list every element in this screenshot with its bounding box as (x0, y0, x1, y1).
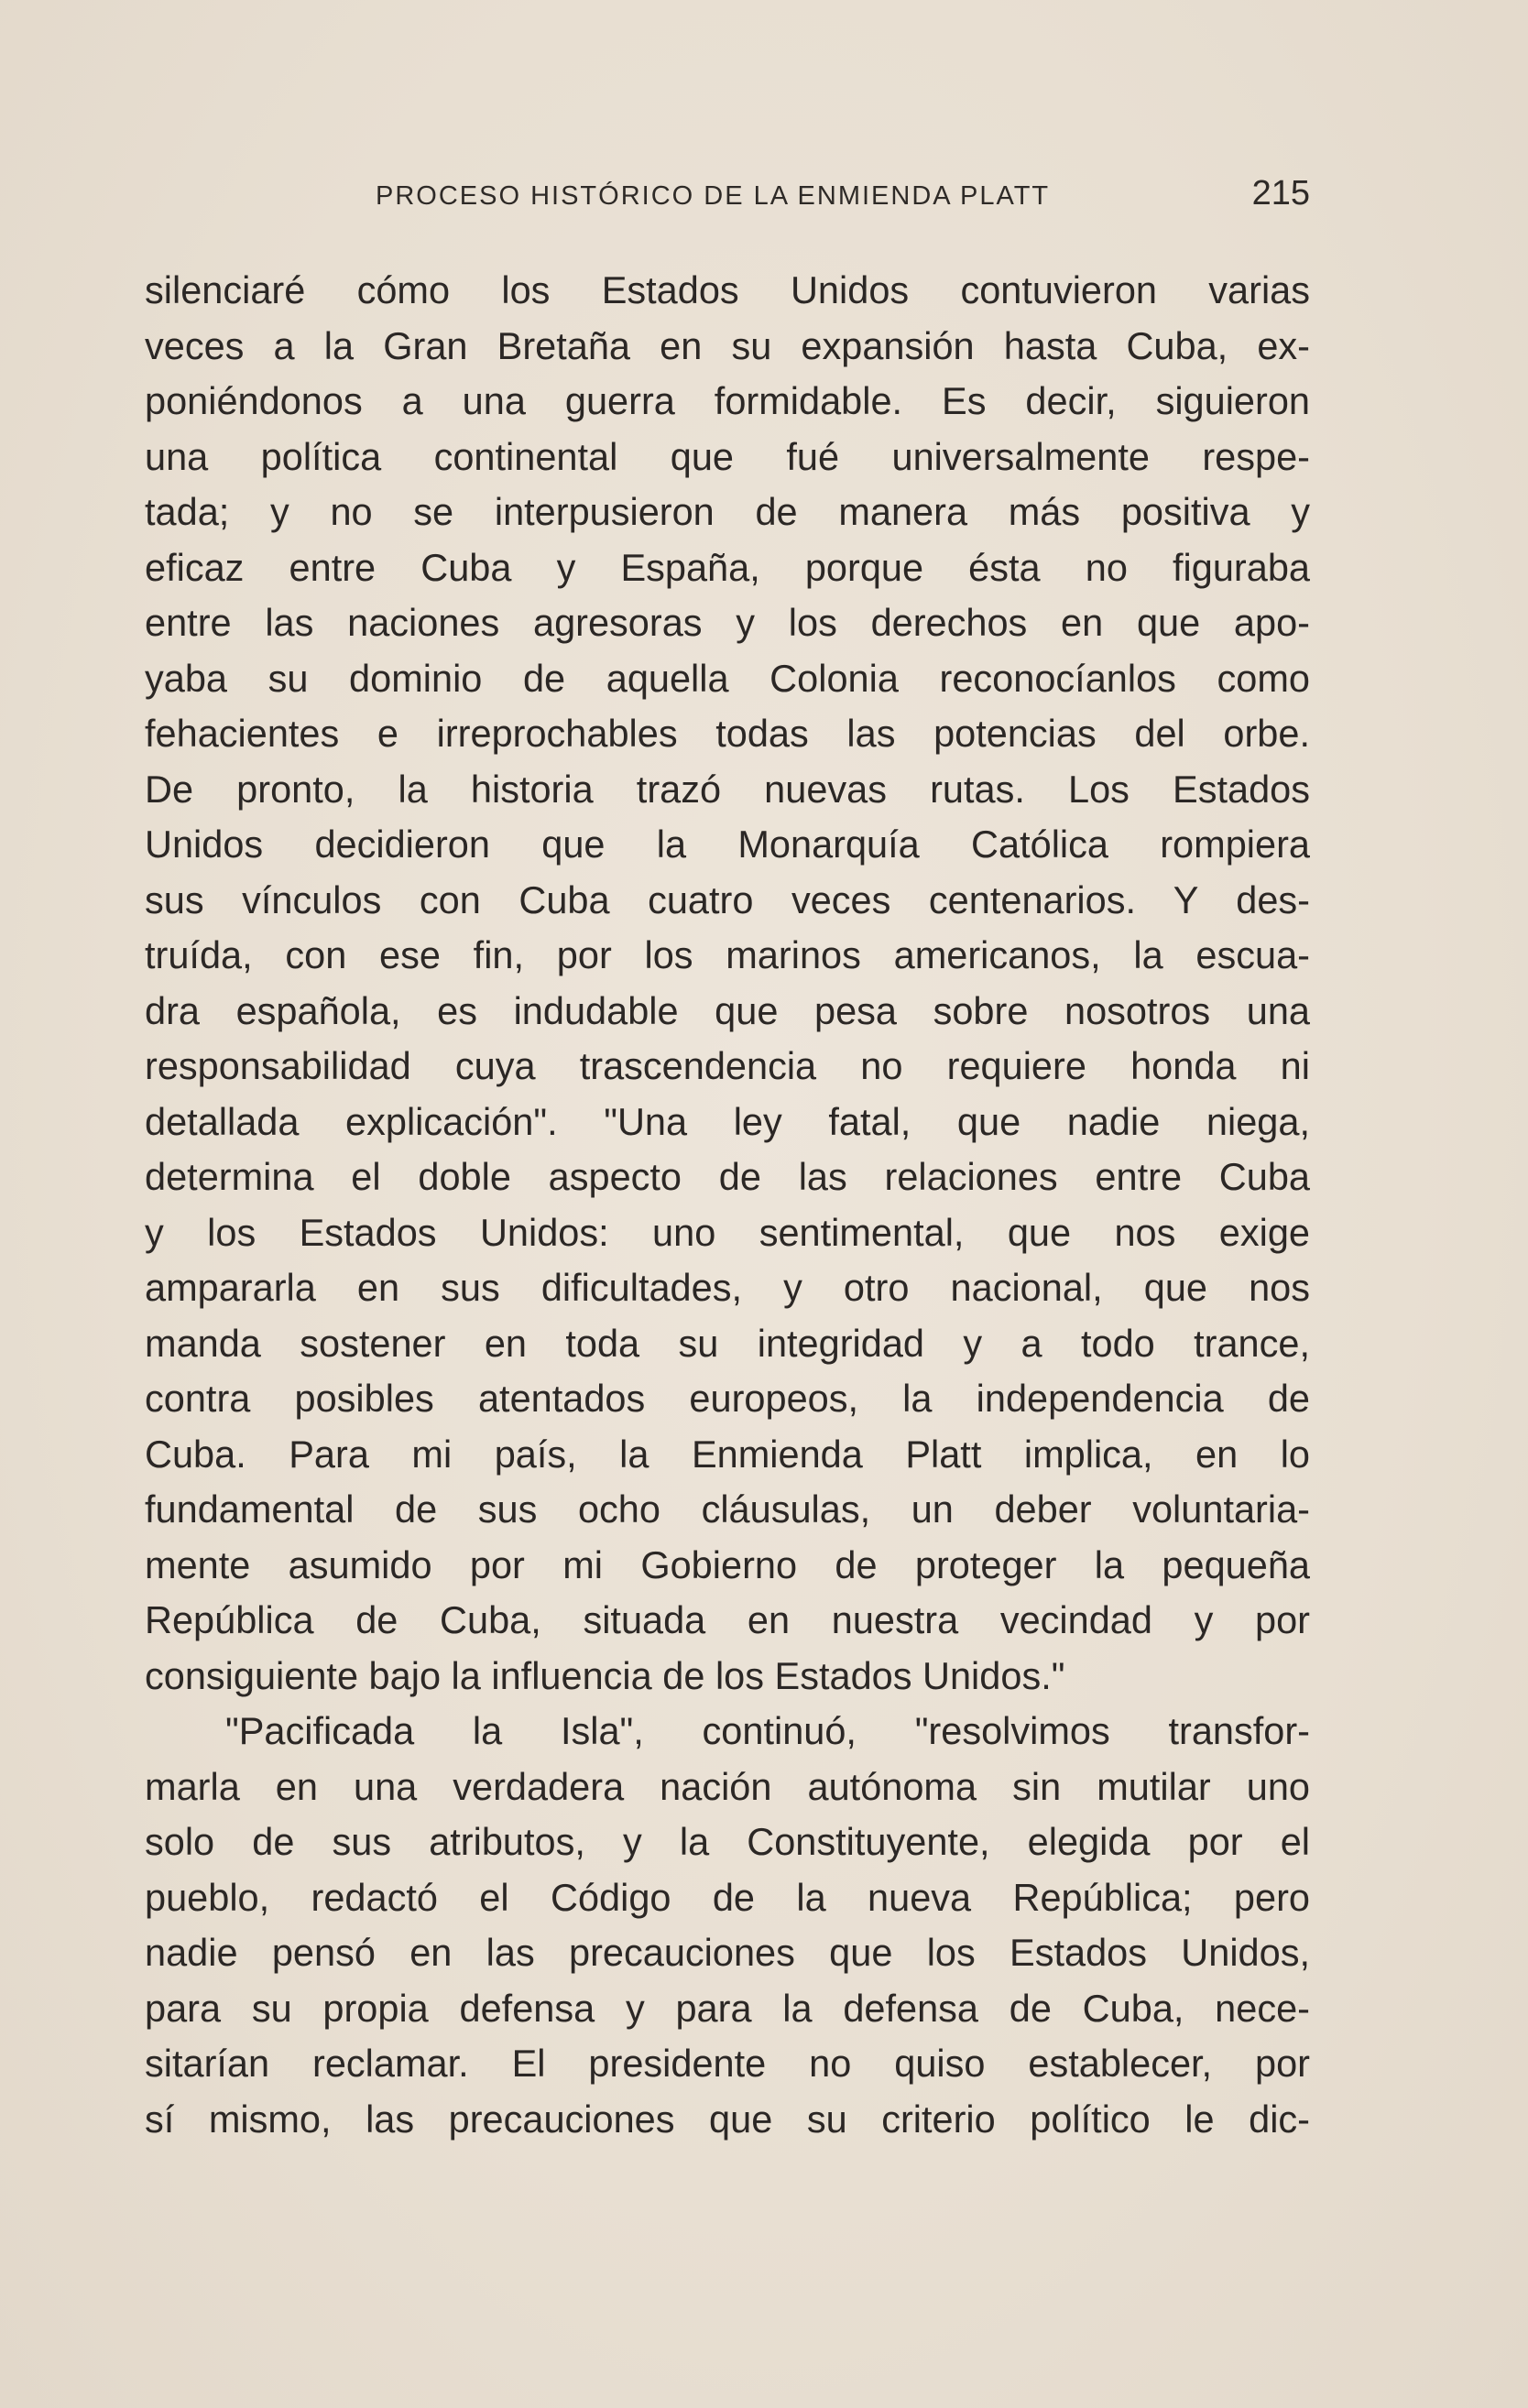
text-line: marla en una verdadera nación autónoma sin mutilar uno (145, 1764, 1310, 1808)
text-line: sitarían reclamar. El presidente no quiso establecer, por (145, 2042, 1310, 2085)
text-line: poniéndonos a una guerra formidable. Es decir, siguieron (145, 379, 1310, 422)
text-line: consiguiente bajo la influencia de los Estados Unidos." (145, 1653, 1065, 1697)
text-line: contra posibles atentados europeos, la independencia de (145, 1377, 1310, 1420)
text-line: República de Cuba, situada en nuestra vecindad y por (145, 1598, 1310, 1641)
text-line: eficaz entre Cuba y España, porque ésta no figuraba (145, 545, 1310, 589)
text-line: responsabilidad cuya trascendencia no requiere honda ni (145, 1044, 1310, 1087)
text-line: truída, con ese fin, por los marinos americanos, la escua- (145, 933, 1310, 976)
running-title: PROCESO HISTÓRICO DE LA ENMIENDA PLATT (376, 181, 1051, 211)
text-line: detallada explicación". "Una ley fatal, que nadie niega, (145, 1099, 1310, 1143)
page-number: 215 (1251, 174, 1310, 212)
text-line: solo de sus atributos, y la Constituyente, elegida por el (145, 1820, 1310, 1863)
text-line: silenciaré cómo los Estados Unidos contuvieron varias (145, 268, 1310, 311)
text-line: tada; y no se interpusieron de manera más positiva y (145, 490, 1310, 533)
body-text (145, 263, 1310, 2147)
text-line: nadie pensó en las precauciones que los Estados Unidos, (145, 1931, 1310, 1974)
text-line: De pronto, la historia trazó nuevas rutas. Los Estados (145, 767, 1310, 811)
text-line: entre las naciones agresoras y los derechos en que apo- (145, 601, 1310, 644)
text-line: fehacientes e irreprochables todas las potencias del orbe. (145, 712, 1310, 755)
text-line: yaba su dominio de aquella Colonia reconocíanlos como (145, 656, 1310, 700)
text-line: veces a la Gran Bretaña en su expansión hasta Cuba, ex- (145, 323, 1310, 367)
text-line: para su propia defensa y para la defensa de Cuba, nece- (145, 1986, 1310, 2030)
text-line: Cuba. Para mi país, la Enmienda Platt implica, en lo (145, 1432, 1310, 1476)
text-line: Unidos decidieron que la Monarquía Católica rompiera (145, 823, 1310, 866)
text-line: mente asumido por mi Gobierno de proteger la pequeña (145, 1542, 1310, 1586)
text-line: pueblo, redactó el Código de la nueva República; pero (145, 1875, 1310, 1919)
text-line: ampararla en sus dificultades, y otro nacional, que nos (145, 1266, 1310, 1309)
text-line: "Pacificada la Isla", continuó, "resolvimos transfor- (225, 1709, 1310, 1752)
text-line: una política continental que fué universalmente respe- (145, 434, 1310, 478)
text-line: sí mismo, las precauciones que su criterio político le dic- (145, 2097, 1310, 2141)
text-line: dra española, es indudable que pesa sobre nosotros una (145, 988, 1310, 1032)
text-line: y los Estados Unidos: uno sentimental, que nos exige (145, 1210, 1310, 1254)
text-line: fundamental de sus ocho cláusulas, un deber voluntaria- (145, 1487, 1310, 1531)
text-line: determina el doble aspecto de las relaciones entre Cuba (145, 1155, 1310, 1198)
text-line: sus vínculos con Cuba cuatro veces centenarios. Y des- (145, 877, 1310, 921)
page-header (145, 174, 1310, 220)
text-line: manda sostener en toda su integridad y a todo trance, (145, 1321, 1310, 1365)
